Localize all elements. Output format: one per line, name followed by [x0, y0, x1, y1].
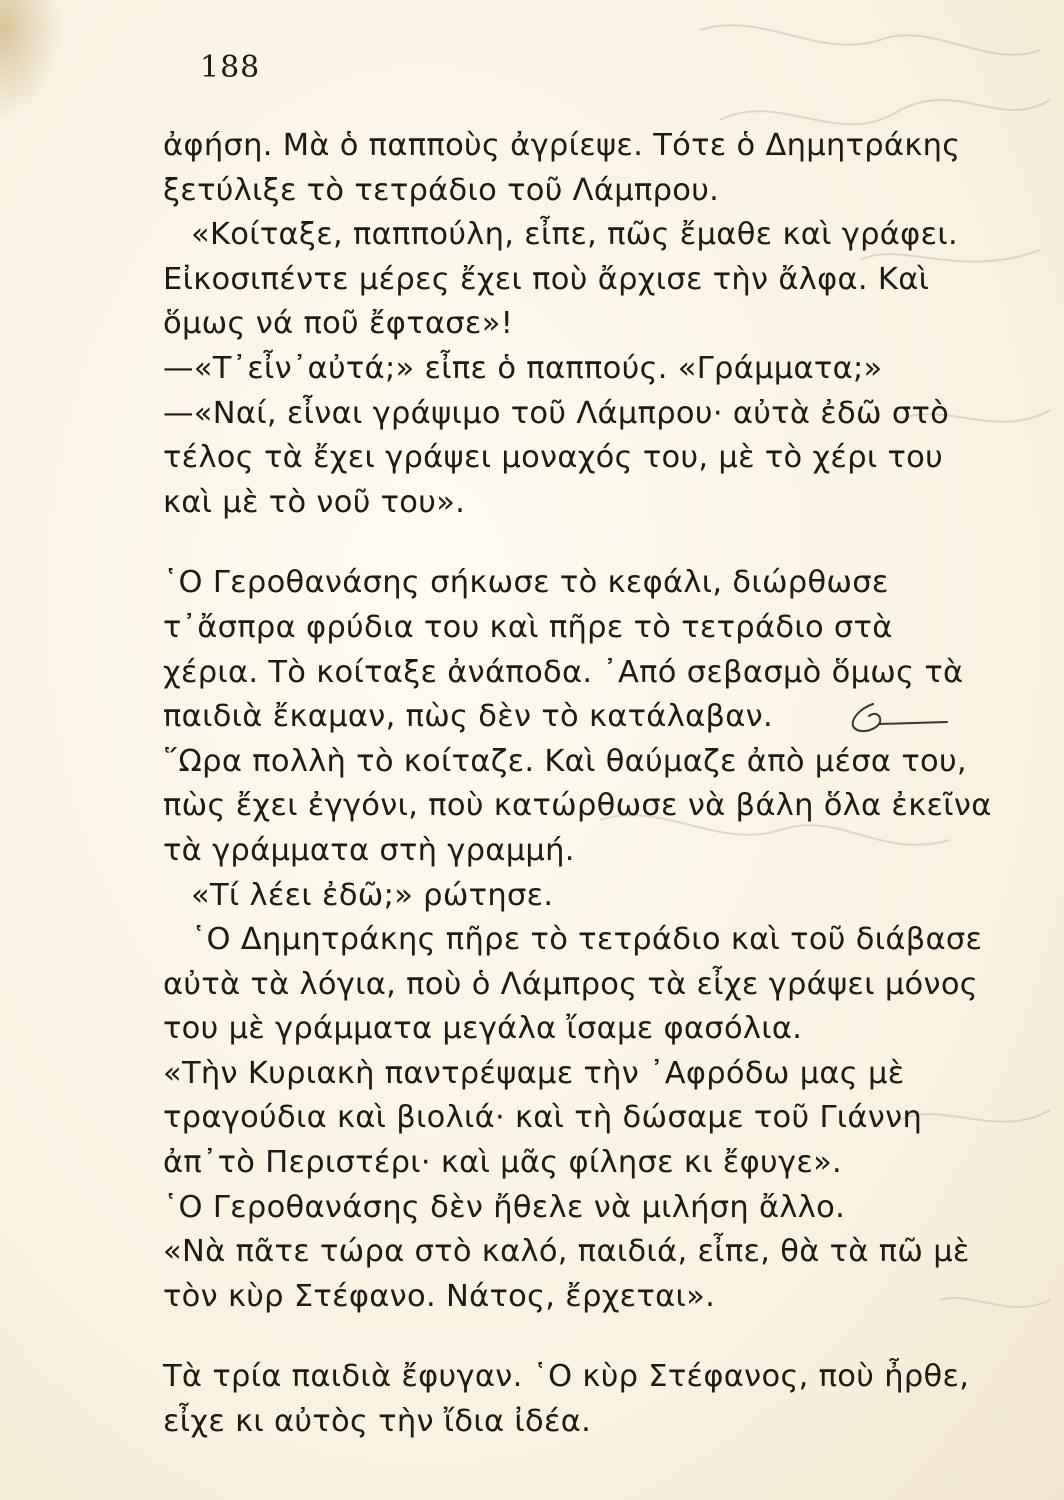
paragraph: «Τί λέει ἐδῶ;» ρώτησε.: [191, 877, 554, 913]
body-text: [163, 124, 993, 1445]
paragraph: —«Τ᾽εἶν᾽αὐτά;» εἶπε ὁ παππούς. «Γράμματα;»: [163, 350, 883, 386]
paragraph: «Νὰ πᾶτε τώρα στὸ καλό, παιδιά, εἶπε, θὰ τὰ πῶ μὲ τὸν κὺρ Στέφανο. Νάτος, ἔρχεται».: [163, 1234, 970, 1314]
handwritten-mark-icon: [843, 698, 953, 748]
paragraph: ῞Ωρα πολλὴ τὸ κοίταζε. Καὶ θαύμαζε ἀπὸ μέσα του, πὼς ἔχει ἐγγόνι, ποὺ κατώρθωσε νὰ βάλη ὅλα ἐκεῖνα τὰ γράμματα στὴ γραμμή.: [163, 743, 992, 868]
paragraph: ἀφήση. Μὰ ὁ παπποὺς ἀγρίεψε. Τότε ὁ Δημητράκης ξετύλιξε τὸ τετράδιο τοῦ Λάμπρου.: [163, 128, 961, 208]
paragraph: Τὰ τρία παιδιὰ ἔφυγαν. ῾Ο κὺρ Στέφανος, ποὺ ἦρθε, εἶχε κι αὐτὸς τὴν ἴδια ἰδέα.: [163, 1359, 970, 1440]
paragraph: ῾Ο Γεροθανάσης δὲν ἤθελε νὰ μιλήση ἄλλο.: [163, 1189, 846, 1225]
paragraph: —«Ναί, εἶναι γράψιμο τοῦ Λάμπρου· αὐτὰ ἐδῶ στὸ τέλος τὰ ἔχει γράψει μοναχός του, μὲ τὸ χέρι του καὶ μὲ τὸ νοῦ του».: [163, 395, 950, 520]
page-number: 188: [200, 50, 261, 85]
paragraph: «Τὴν Κυριακὴ παντρέψαμε τὴν ᾽Αφρόδω μας μὲ τραγούδια καὶ βιολιά· καὶ τὴ δώσαμε τοῦ Γιάννη ἀπ᾽τὸ Περιστέρι· καὶ μᾶς φίλησε κι ἔφυγε».: [163, 1055, 923, 1181]
paragraph: «Κοίταξε, παππούλη, εἶπε, πῶς ἔμαθε καὶ γράφει. Εἰκοσιπέντε μέρες ἔχει ποὺ ἄρχισε τὴν ἄλφα. Καὶ ὅμως νά ποῦ ἔφτασε»!: [163, 217, 958, 342]
paragraph: ῾Ο Γεροθανάσης σήκωσε τὸ κεφάλι, διώρθωσε τ᾽ἄσπρα φρύδια του καὶ πῆρε τὸ τετράδιο στὰ χέρια. Τὸ κοίταξε ἀνάποδα. ᾽Από σεβασμὸ ὅμως τὰ παιδιὰ ἔκαμαν, πὼς δὲν τὸ κατάλαβαν.: [163, 565, 964, 735]
bleed-stroke: [720, 100, 1050, 124]
bleed-stroke: [700, 25, 1040, 55]
paragraph: ῾Ο Δημητράκης πῆρε τὸ τετράδιο καὶ τοῦ διάβασε αὐτὰ τὰ λόγια, ποὺ ὁ Λάμπρος τὰ εἶχε γράψει μόνος του μὲ γράμματα μεγάλα ἴσαμε φασόλια.: [163, 922, 983, 1047]
